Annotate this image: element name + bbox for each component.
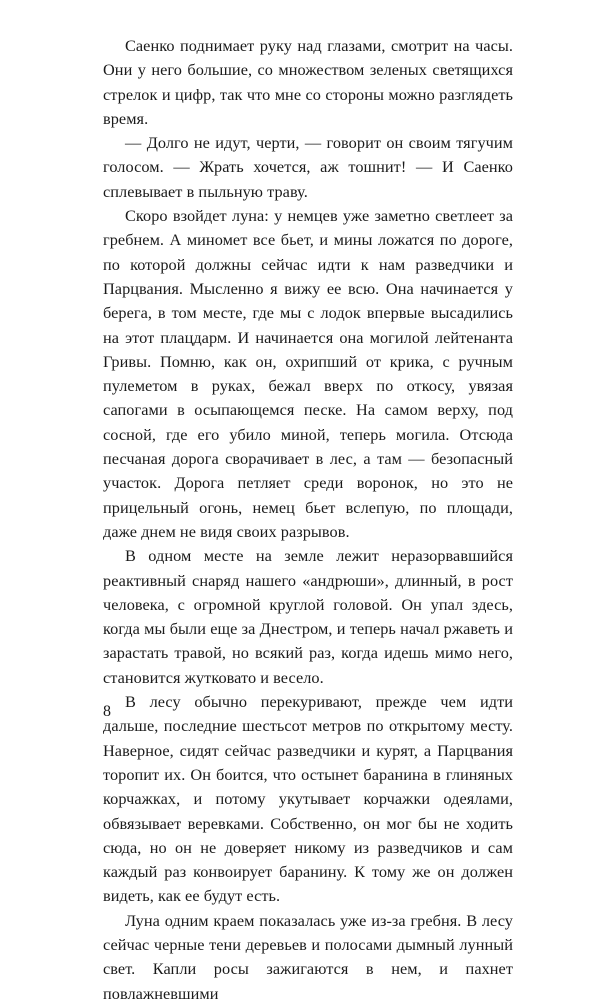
page-body	[103, 34, 513, 1006]
paragraph-5: В лесу обычно перекуривают, прежде чем идти дальше, последние шестьсот метров по открытому месту. Наверное, сидят сейчас разведчики и курят, а Парцвания торопит их. Он боится, что остынет баранина в глиняных корчажках, и потому укутывает корчажки одеялами, обвязывает веревками. Собственно, он мог бы не ходить сюда, но он не доверяет никому из разведчиков и сам каждый раз конвоирует баранину. К тому же он должен видеть, как ее будут есть.	[103, 692, 513, 906]
paragraph-2: — Долго не идут, черти, — говорит он своим тягучим голосом. — Жрать хочется, аж тошнит! — И Саенко сплевывает в пыльную траву.	[103, 133, 513, 201]
paragraph-4: В одном месте на земле лежит неразорвавшийся реактивный снаряд нашего «андрюши», длинный, в рост человека, с огромной круглой головой. Он упал здесь, когда мы были еще за Днестром, и теперь начал ржаветь и зарастать травой, но всякий раз, когда идешь мимо него, становится жутковато и весело.	[103, 546, 513, 687]
paragraph-6: Луна одним краем показалась уже из-за гребня. В лесу сейчас черные тени деревьев и полосами дымный лунный свет. Капли росы зажигаются в нем, и пахнет повлажневшими	[103, 910, 513, 1003]
page-number: 8	[103, 703, 111, 720]
paragraph-1: Саенко поднимает руку над глазами, смотрит на часы. Они у него большие, со множеством зеленых светящихся стрелок и цифр, так что мне со стороны можно разглядеть время.	[103, 36, 513, 128]
paragraph-3: Скоро взойдет луна: у немцев уже заметно светлеет за гребнем. А миномет все бьет, и мины ложатся по дороге, по которой должны сейчас идти к нам разведчики и Парцвания. Мысленно я вижу ее всю. Она начинается у берега, в том месте, где мы с лодок впервые высадились на этот плацдарм. И начинается она могилой лейтенанта Гривы. Помню, как он, охрипший от крика, с ручным пулеметом в руках, бежал вверх по откосу, увязая сапогами в осыпающемся песке. На самом верху, под сосной, где его убило миной, теперь могила. Отсюда песчаная дорога сворачивает в лес, а там — безопасный участок. Дорога петляет среди воронок, но это не прицельный огонь, немец бьет вслепую, по площади, даже днем не видя своих разрывов.	[103, 206, 513, 541]
